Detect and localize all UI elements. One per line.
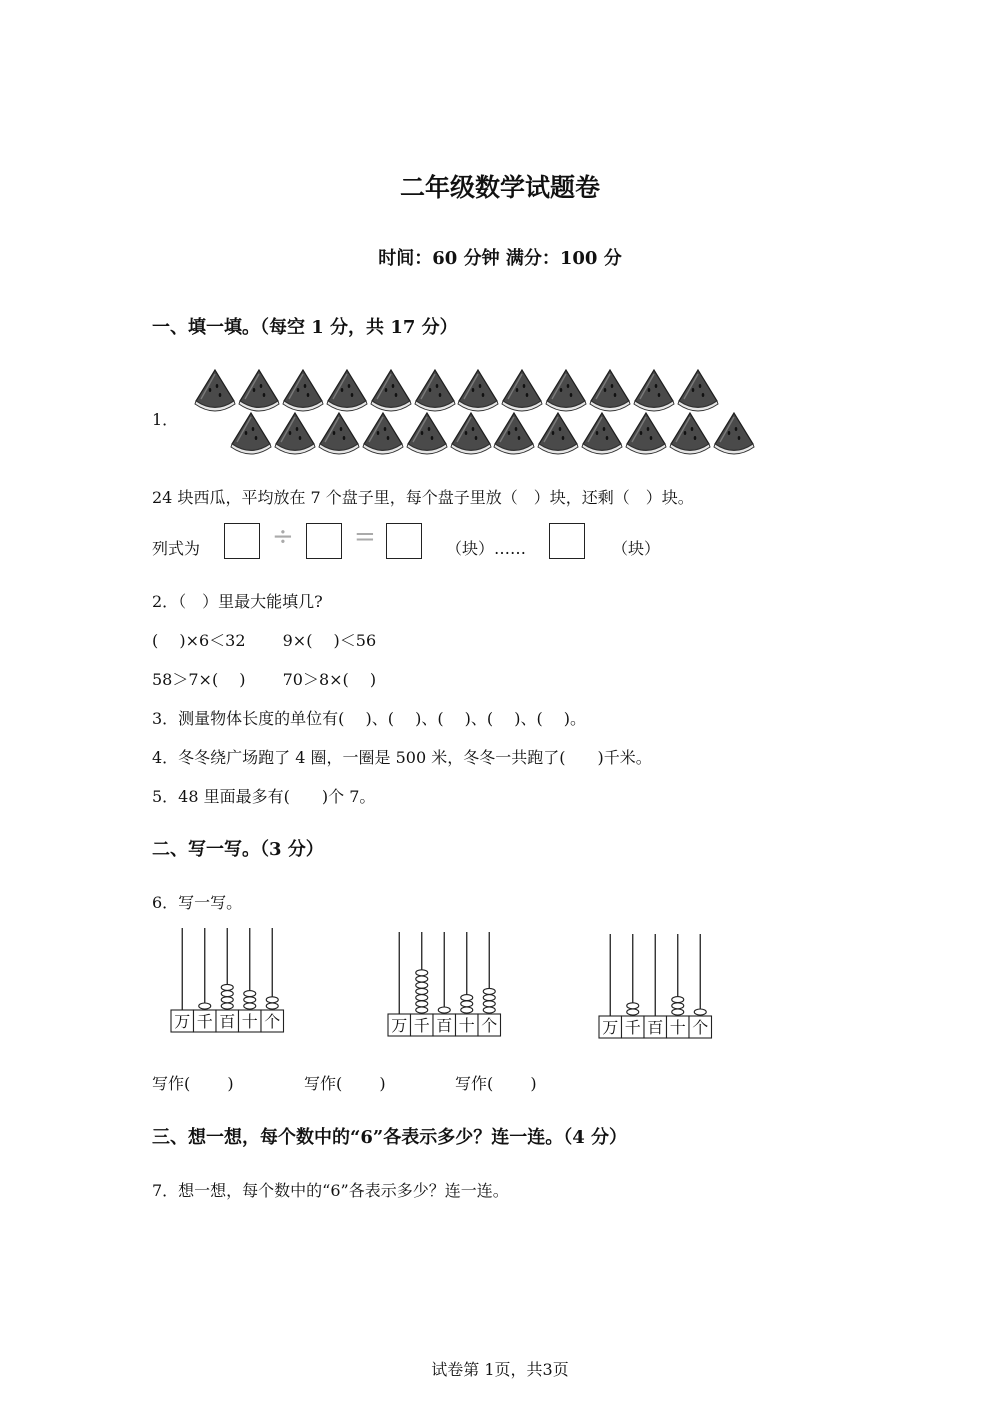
watermelon-slice-icon: [237, 368, 281, 412]
watermelon-slice-icon: [676, 368, 720, 412]
answer-box-remainder[interactable]: [549, 523, 585, 559]
question-1-text: 24 块西瓜，平均放在 7 个盘子里，每个盘子里放（ ）块，还剩（ ）块。: [152, 488, 694, 507]
svg-text:十: 十: [669, 1018, 686, 1037]
section-2-heading: 二、写一写。（3 分）: [152, 839, 324, 860]
divide-symbol: ÷: [272, 522, 294, 552]
watermelon-slice-icon: [492, 411, 536, 455]
question-4: 4．冬冬绕广场跑了 4 圈，一圈是 500 米，冬冬一共跑了( )千米。: [152, 748, 652, 767]
watermelon-slice-icon: [281, 368, 325, 412]
watermelon-slice-icon: [588, 368, 632, 412]
svg-text:百: 百: [219, 1012, 236, 1031]
watermelon-slice-icon: [456, 368, 500, 412]
watermelon-slice-icon: [580, 411, 624, 455]
watermelon-slice-icon: [668, 411, 712, 455]
abacus-3: [598, 934, 713, 1040]
question-7: 7．想一想，每个数中的“6”各表示多少？连一连。: [152, 1181, 509, 1200]
svg-text:千: 千: [624, 1018, 641, 1037]
watermelon-slice-icon: [632, 368, 676, 412]
answer-box-quotient[interactable]: [386, 523, 422, 559]
svg-text:万: 万: [602, 1018, 619, 1037]
page-footer: 试卷第 1页，共3页: [431, 1360, 569, 1379]
watermelon-slice-icon: [712, 411, 756, 455]
write-answer-2: 写作( ): [304, 1074, 386, 1093]
unit-remainder-label: （块）……: [446, 539, 527, 558]
svg-text:个: 个: [481, 1016, 498, 1035]
question-3: 3．测量物体长度的单位有( )、( )、( )、( )、( )。: [152, 709, 587, 728]
watermelon-slice-icon: [449, 411, 493, 455]
formula-label: 列式为: [152, 539, 201, 558]
watermelon-slice-icon: [405, 411, 449, 455]
svg-text:百: 百: [647, 1018, 664, 1037]
equals-symbol: =: [354, 522, 376, 552]
svg-text:万: 万: [174, 1012, 191, 1031]
question-2-line-1: ( )×6＜32 9×( )＜56: [152, 631, 377, 650]
unit-label: （块）: [612, 539, 661, 558]
abacus-1: [170, 928, 285, 1034]
svg-text:个: 个: [692, 1018, 709, 1037]
page-title: 二年级数学试题卷: [399, 173, 600, 202]
exam-info: 时间：60 分钟 满分：100 分: [378, 248, 622, 269]
watermelon-slice-icon: [369, 368, 413, 412]
watermelon-slice-icon: [624, 411, 668, 455]
question-2: 2．（ ）里最大能填几?: [152, 592, 323, 611]
watermelon-slice-icon: [273, 411, 317, 455]
svg-text:个: 个: [264, 1012, 281, 1031]
svg-text:十: 十: [458, 1016, 475, 1035]
svg-text:百: 百: [436, 1016, 453, 1035]
question-1-number: 1．: [152, 410, 179, 429]
watermelon-slice-icon: [536, 411, 580, 455]
watermelon-slice-icon: [229, 411, 273, 455]
watermelon-slice-icon: [544, 368, 588, 412]
answer-box-dividend[interactable]: [224, 523, 260, 559]
svg-text:千: 千: [413, 1016, 430, 1035]
svg-text:十: 十: [241, 1012, 258, 1031]
watermelon-slice-icon: [317, 411, 361, 455]
watermelon-slice-icon: [325, 368, 369, 412]
question-2-line-2: 58＞7×( ) 70＞8×( ): [152, 670, 377, 689]
question-6: 6．写一写。: [152, 893, 243, 912]
question-5: 5．48 里面最多有( )个 7。: [152, 787, 376, 806]
section-1-heading: 一、填一填。（每空 1 分，共 17 分）: [152, 317, 458, 338]
watermelon-slice-icon: [361, 411, 405, 455]
watermelon-slice-icon: [193, 368, 237, 412]
svg-text:万: 万: [391, 1016, 408, 1035]
abacus-2: [387, 932, 502, 1038]
write-answer-1: 写作( ): [152, 1074, 234, 1093]
section-3-heading: 三、想一想，每个数中的“6”各表示多少？连一连。（4 分）: [152, 1127, 628, 1148]
watermelon-slice-icon: [413, 368, 457, 412]
answer-box-divisor[interactable]: [306, 523, 342, 559]
write-answer-3: 写作( ): [455, 1074, 537, 1093]
watermelon-slice-icon: [500, 368, 544, 412]
svg-text:千: 千: [196, 1012, 213, 1031]
